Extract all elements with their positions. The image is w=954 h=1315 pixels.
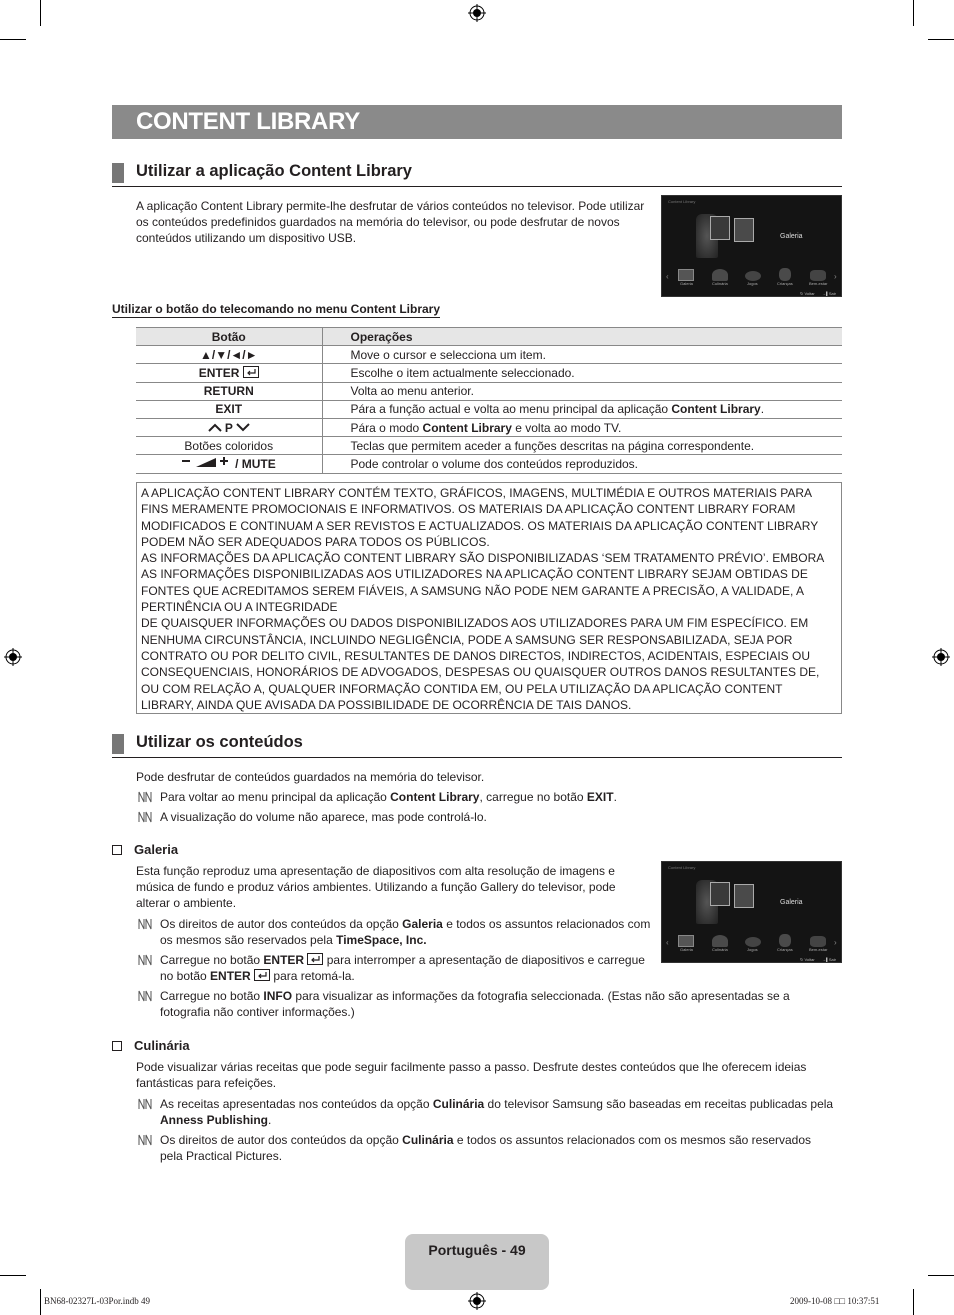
print-slug-left: BN68-02327L-03Por.indb 49 bbox=[44, 1296, 151, 1306]
table-row bbox=[136, 364, 842, 382]
enter-icon bbox=[243, 366, 259, 378]
crop-mark bbox=[0, 39, 26, 40]
crop-mark bbox=[928, 1275, 954, 1276]
screenshot-label: Galeria bbox=[780, 899, 803, 906]
content-library-screenshot bbox=[661, 195, 842, 297]
table-header: Botão bbox=[136, 328, 322, 346]
note-icon bbox=[138, 1098, 152, 1110]
enter-icon bbox=[254, 969, 270, 981]
crop-mark bbox=[40, 0, 41, 26]
screenshot-icon bbox=[810, 936, 826, 947]
screenshot-frame bbox=[710, 882, 730, 906]
print-slug-right: 2009-10-08 □□ 10:37:51 bbox=[790, 1296, 880, 1306]
screenshot-icon bbox=[745, 271, 761, 281]
screenshot-frame bbox=[734, 218, 754, 242]
galeria-body: Esta função reproduz uma apresentação de diapositivos com alta resolução de imagens e música de fundo e produz vários ambientes. Utilizando a função Gallery do televisor, pode alterar o ambiente. bbox=[136, 864, 616, 911]
checkbox-bullet-icon bbox=[112, 845, 122, 855]
table-cell-op: Escolhe o item actualmente seleccionado. bbox=[322, 364, 842, 382]
crop-mark bbox=[928, 39, 954, 40]
table-header: Operações bbox=[322, 328, 842, 346]
screenshot-right-arrow[interactable]: › bbox=[834, 938, 837, 947]
crop-mark bbox=[0, 1275, 26, 1276]
section-marker bbox=[112, 734, 124, 754]
screenshot-item: Crianças bbox=[777, 947, 793, 952]
enter-icon bbox=[307, 953, 323, 965]
table-cell-op: Volta ao menu anterior. bbox=[322, 382, 842, 400]
screenshot-back: ↻ Voltar bbox=[800, 291, 815, 296]
table-cell-op: Teclas que permitem aceder a funções descritas na página correspondente. bbox=[322, 437, 842, 455]
table-cell-op: Pára a função actual e volta ao menu principal da aplicação Content Library. bbox=[322, 400, 842, 418]
crop-mark bbox=[913, 1289, 914, 1315]
screenshot-item: Crianças bbox=[777, 281, 793, 286]
screenshot-icon bbox=[678, 269, 694, 281]
page-title-bar bbox=[112, 105, 842, 139]
registration-mark-icon bbox=[468, 1292, 486, 1310]
registration-mark-icon bbox=[4, 648, 22, 666]
section-heading-using-contents: Utilizar os conteúdos bbox=[112, 732, 842, 758]
note-icon bbox=[138, 990, 152, 1002]
table-cell-button: P bbox=[136, 418, 322, 436]
screenshot-header: Content Library bbox=[668, 865, 696, 870]
table-cell-button: ENTER bbox=[136, 364, 322, 382]
note-icon bbox=[138, 791, 152, 803]
screenshot-icon bbox=[810, 270, 826, 281]
screenshot-left-arrow[interactable]: ‹ bbox=[666, 938, 669, 947]
screenshot-right-arrow[interactable]: › bbox=[834, 272, 837, 281]
table-row bbox=[136, 400, 842, 418]
galeria-screenshot bbox=[661, 861, 842, 963]
table-cell-button: / MUTE bbox=[136, 455, 322, 473]
screenshot-icon bbox=[779, 934, 791, 947]
note-icon bbox=[138, 954, 152, 966]
table-cell-button: RETURN bbox=[136, 382, 322, 400]
table-header-row bbox=[136, 328, 842, 346]
page-number: Português - 49 bbox=[428, 1242, 526, 1258]
screenshot-frame bbox=[734, 884, 754, 908]
screenshot-item: Bem-estar bbox=[809, 281, 828, 286]
registration-mark-icon bbox=[468, 4, 486, 22]
note-icon bbox=[138, 918, 152, 930]
disclaimer-box bbox=[136, 482, 842, 714]
screenshot-frame bbox=[710, 216, 730, 240]
screenshot-item: Galeria bbox=[680, 281, 693, 286]
note-icon bbox=[138, 1134, 152, 1146]
checkbox-bullet-icon bbox=[112, 1041, 122, 1051]
table-cell-button: ▲/▼/◄/► bbox=[136, 346, 322, 364]
volume-icon bbox=[182, 456, 232, 468]
screenshot-icon bbox=[779, 268, 791, 281]
table-cell-op: Move o cursor e selecciona um item. bbox=[322, 346, 842, 364]
screenshot-item: Culinária bbox=[712, 281, 728, 286]
note-icon bbox=[138, 811, 152, 823]
screenshot-item: Galeria bbox=[680, 947, 693, 952]
registration-mark-icon bbox=[932, 648, 950, 666]
screenshot-left-arrow[interactable]: ‹ bbox=[666, 272, 669, 281]
disclaimer-paragraph: A APLICAÇÃO CONTENT LIBRARY CONTÉM TEXTO, GRÁFICOS, IMAGENS, MULTIMÉDIA E OUTROS MATERIAIS PARA FINS MERAMENTE PROMOCIONAIS E INFORMATIVOS. OS MATERIAIS DA APLICAÇÃO CONTENT LIBRARY FORAM MODIFICADOS E CONTINUAM A SER REVISTOS E ACTUALIZADOS. OS MATERIAIS DA APLICAÇÃO CONTENT LIBRARY PODEM NÃO SER ADEQUADOS PARA TODOS OS PÚBLICOS. bbox=[141, 486, 819, 549]
screenshot-icon bbox=[678, 935, 694, 947]
culinaria-body: Pode visualizar várias receitas que pode seguir facilmente passo a passo. Desfrute destes conteúdos que lhe oferecem ideias fantásticas para refeições. bbox=[136, 1060, 807, 1091]
screenshot-icon bbox=[712, 269, 728, 281]
screenshot-icon bbox=[712, 935, 728, 947]
screenshot-header: Content Library bbox=[668, 199, 696, 204]
section-heading-content-library: Utilizar a aplicação Content Library bbox=[112, 161, 842, 187]
chevron-down-icon bbox=[236, 423, 250, 432]
screenshot-label: Galeria bbox=[780, 233, 803, 240]
subsection-culinaria: Culinária bbox=[112, 1038, 190, 1053]
section2-intro: Pode desfrutar de conteúdos guardados na memória do televisor. bbox=[136, 770, 485, 784]
table-cell-button: Botões coloridos bbox=[136, 437, 322, 455]
screenshot-exit: →▌Sair bbox=[822, 957, 836, 962]
screenshot-icon bbox=[745, 937, 761, 947]
page-title: CONTENT LIBRARY bbox=[136, 108, 360, 135]
table-cell-op: Pode controlar o volume dos conteúdos reproduzidos. bbox=[322, 455, 842, 473]
remote-buttons-table bbox=[136, 327, 842, 474]
screenshot-back: ↻ Voltar bbox=[800, 957, 815, 962]
table-row bbox=[136, 437, 842, 455]
screenshot-item: Jogos bbox=[747, 947, 758, 952]
screenshot-item: Culinária bbox=[712, 947, 728, 952]
table-row bbox=[136, 418, 842, 436]
section-marker bbox=[112, 163, 124, 183]
section1-intro: A aplicação Content Library permite-lhe desfrutar de vários conteúdos no televisor. Pode utilizar os conteúdos predefinidos guardados na memória do televisor, ou pode desfrutar de novos conteúdos utilizando um dispositivo USB. bbox=[136, 199, 645, 246]
table-cell-button: EXIT bbox=[136, 400, 322, 418]
subsection-galeria: Galeria bbox=[112, 842, 178, 857]
crop-mark bbox=[40, 1289, 41, 1315]
disclaimer-paragraph: DE QUAISQUER INFORMAÇÕES OU DADOS DISPONIBILIZADOS AOS UTILIZADORES PARA UM FIM ESPECÍFICO. EM NENHUMA CIRCUNSTÂNCIA, INCLUINDO NEGLIGÊNCIA, PODE A SAMSUNG SER RESPONSABILIZADA, SEJA POR CONTRATO OU POR DELITO CIVIL, RESULTANTES DE DANOS DIRECTOS, INDIRECTOS, ACIDENTAIS, ESPECIAIS OU CONSEQUENCIAIS, HONORÁRIOS DE ADVOGADOS, DESPESAS OU QUAISQUER OUTROS DANOS RESULTANTES DE, OU COM RELAÇÃO A, QUALQUER INFORMAÇÃO CONTIDA EM, OU PELA UTILIZAÇÃO DA APLICAÇÃO CONTENT LIBRARY, AINDA QUE AVISADA DA POSSIBILIDADE DE OCORRÊNCIA DE TAIS DANOS. bbox=[141, 616, 820, 712]
screenshot-exit: →▌Sair bbox=[822, 291, 836, 296]
table-cell-op: Pára o modo Content Library e volta ao modo TV. bbox=[322, 418, 842, 436]
page-number-tab bbox=[405, 1234, 549, 1290]
table-row bbox=[136, 346, 842, 364]
chevron-up-icon bbox=[208, 423, 222, 432]
table-row bbox=[136, 382, 842, 400]
screenshot-item: Jogos bbox=[747, 281, 758, 286]
crop-mark bbox=[913, 0, 914, 26]
disclaimer-paragraph: AS INFORMAÇÕES DA APLICAÇÃO CONTENT LIBRARY SÃO DISPONIBILIZADAS ‘SEM TRATAMENTO PRÉVIO’. EMBORA AS INFORMAÇÕES DISPONIBILIZADAS AOS UTILIZADORES NA APLICAÇÃO CONTENT LIBRARY SEJAM OBTIDAS DE FONTES QUE ACREDITAMOS SEREM FIÁVEIS, A SAMSUNG NÃO PODE NEM GARANTE A PRECISÃO, A VALIDADE, A PERTINÊNCIA OU A INTEGRIDADE bbox=[141, 551, 824, 615]
table-row bbox=[136, 455, 842, 473]
screenshot-item: Bem-estar bbox=[809, 947, 828, 952]
remote-subheading: Utilizar o botão do telecomando no menu Content Library bbox=[112, 302, 441, 316]
